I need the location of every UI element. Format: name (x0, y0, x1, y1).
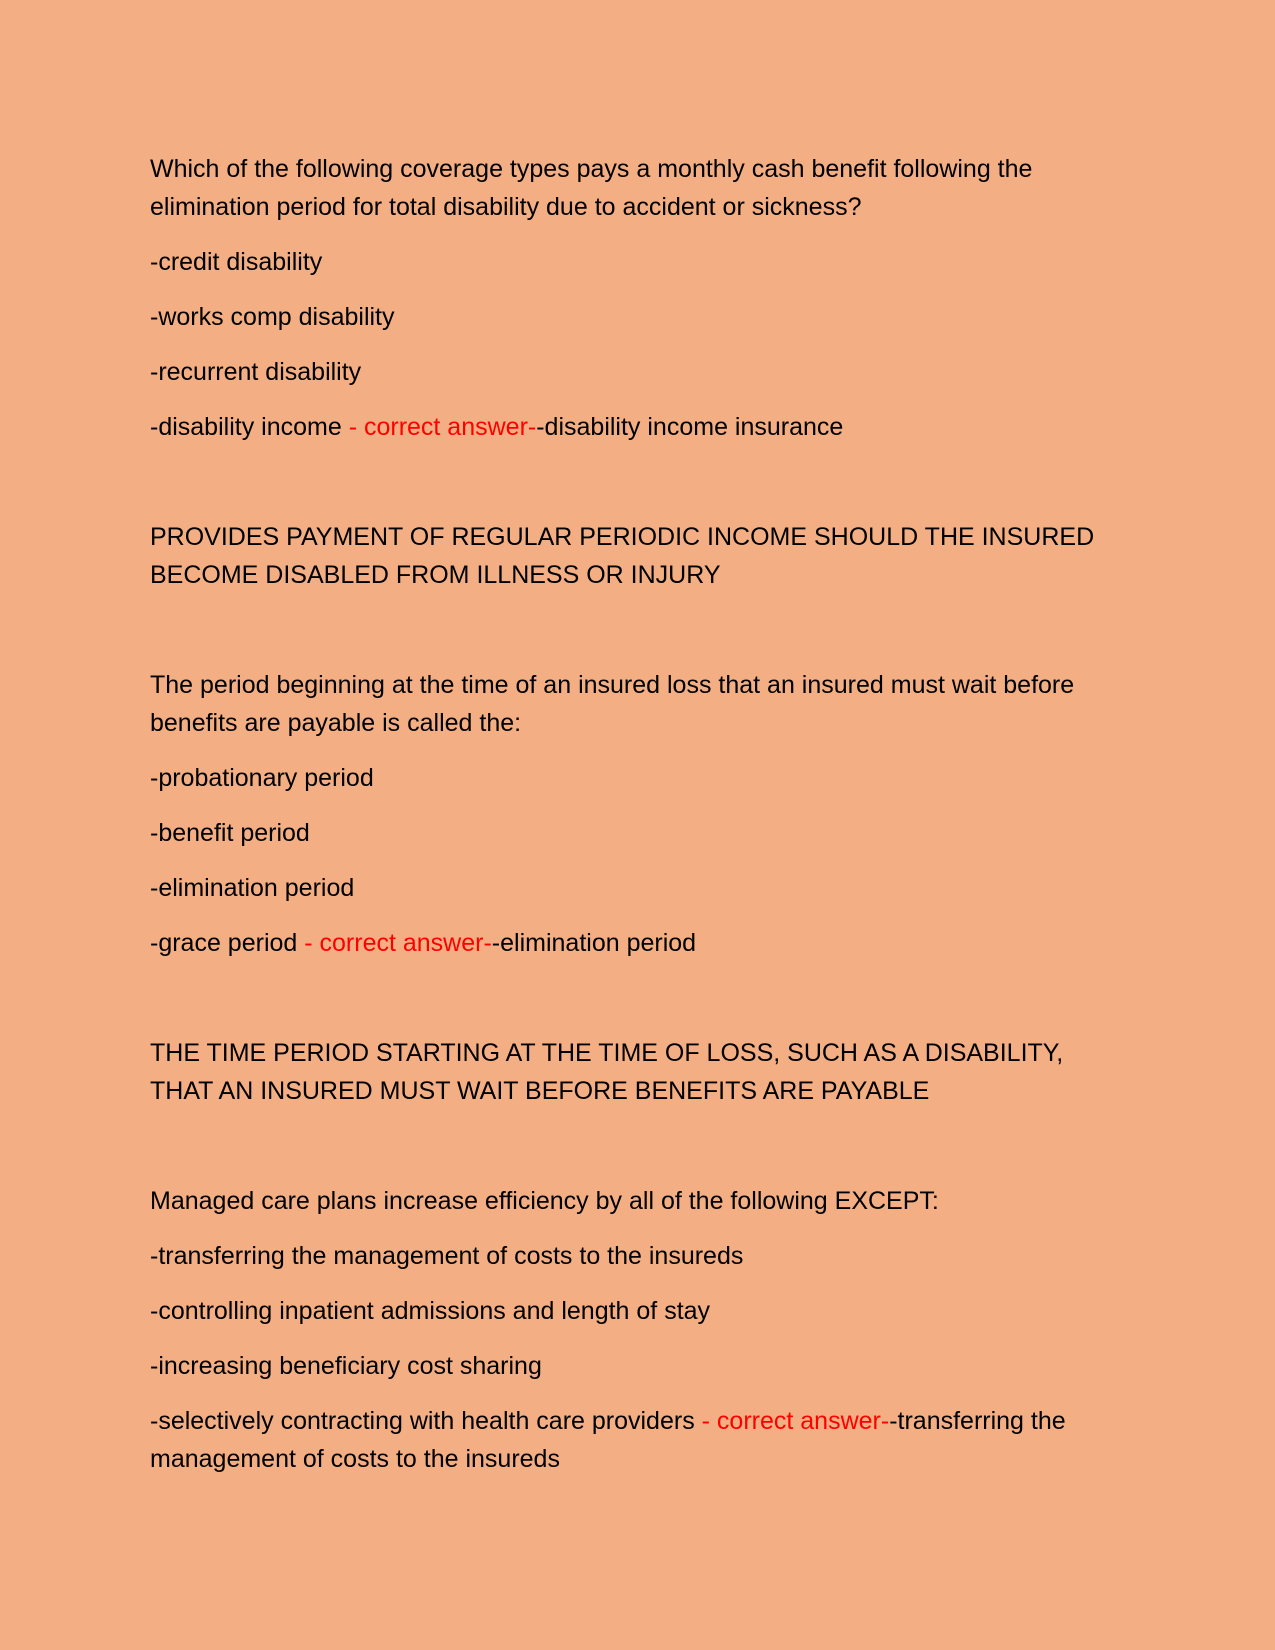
answer-line (150, 408, 1120, 446)
answer-line (150, 1402, 1120, 1478)
answer-option: -works comp disability (150, 303, 395, 331)
correct-answer-text: -transferring the management of costs to the insureds (150, 1407, 1066, 1473)
answer-option: -increasing beneficiary cost sharing (150, 1352, 542, 1380)
correct-answer-text: -elimination period (491, 929, 697, 957)
answer-option: -elimination period (150, 874, 355, 902)
answer-option: -transferring the management of costs to the insureds (150, 1242, 744, 1270)
correct-answer-marker: - correct answer- (304, 929, 492, 957)
answer-option: -grace period (150, 929, 305, 957)
definition-text: THE TIME PERIOD STARTING AT THE TIME OF LOSS, SUCH AS A DISABILITY, THAT AN INSURED MUST WAIT BEFORE BENEFITS ARE PAYABLE (150, 1039, 1064, 1105)
flashcard-2 (150, 666, 1120, 1110)
answer-option: -disability income (150, 413, 349, 441)
answer-option: -controlling inpatient admissions and length of stay (150, 1297, 711, 1325)
answer-option: -credit disability (150, 248, 323, 276)
correct-answer-marker: - correct answer- (701, 1407, 890, 1435)
flashcard-1 (150, 150, 1120, 594)
answer-option: -benefit period (150, 819, 310, 847)
correct-answer-text: -disability income insurance (536, 413, 844, 441)
document-page (150, 150, 1120, 1478)
answer-option: -recurrent disability (150, 358, 362, 386)
answer-line (150, 924, 1120, 962)
question-text: Which of the following coverage types pays a monthly cash benefit following the elimination period for total disability due to accident or sickness? (150, 155, 1033, 221)
flashcard-3 (150, 1182, 1120, 1478)
question-text: The period beginning at the time of an insured loss that an insured must wait before benefits are payable is called the: (150, 671, 1075, 737)
definition-text: PROVIDES PAYMENT OF REGULAR PERIODIC INCOME SHOULD THE INSURED BECOME DISABLED FROM ILLNESS OR INJURY (150, 523, 1095, 589)
answer-option: -selectively contracting with health care providers (150, 1407, 702, 1435)
correct-answer-marker: - correct answer- (348, 413, 537, 441)
question-text: Managed care plans increase efficiency by all of the following EXCEPT: (150, 1187, 939, 1215)
answer-option: -probationary period (150, 764, 374, 792)
